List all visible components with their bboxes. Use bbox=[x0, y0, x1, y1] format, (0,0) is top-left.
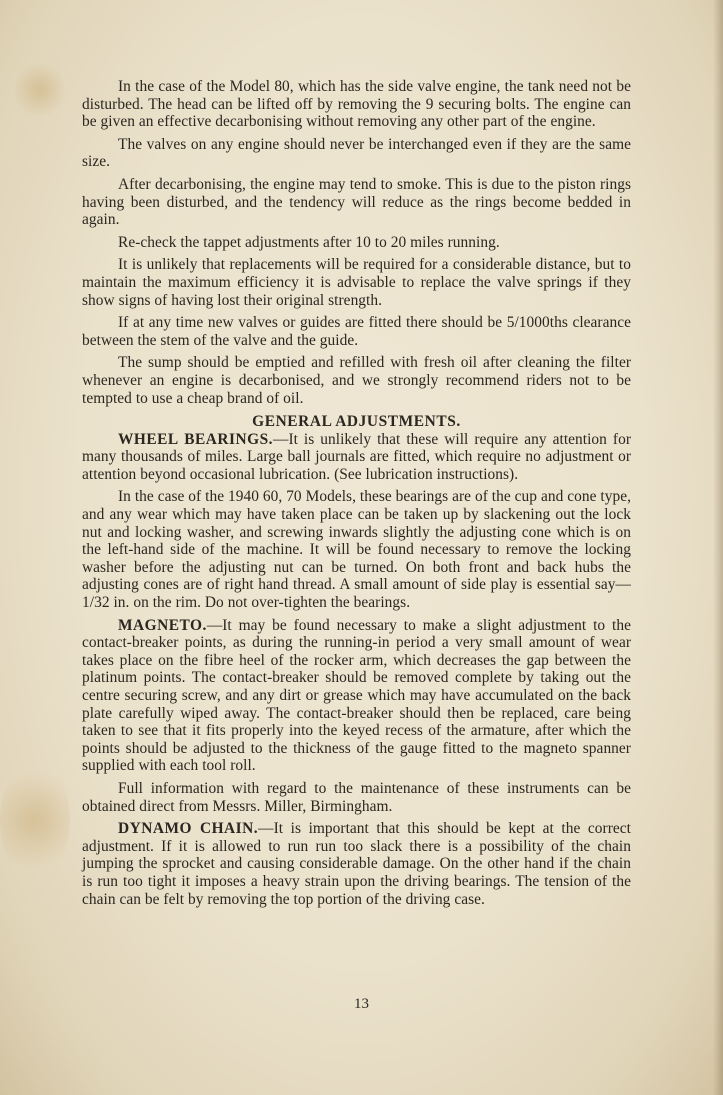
paragraph: The valves on any engine should never be interchanged even if they are the same size. bbox=[82, 135, 631, 171]
paragraph: It is unlikely that replacements will be required for a considerable distance, but to maintain the maximum efficiency it is advisable to replace the valve springs if they show signs of having lost their original strength. bbox=[82, 256, 631, 309]
page-number: 13 bbox=[354, 996, 369, 1012]
paper-stain bbox=[0, 760, 70, 880]
paragraph-text: —It is important that this should be kept at the correct adjustment. If it is allowed to run run too slack there is a possibility of the chain jumping the sprocket and causing considerable damage. On the other hand if the chain is run too tight it imposes a heavy strain upon the driving bearings. The tension of the chain can be felt by removing the top portion of the driving case. bbox=[82, 820, 631, 908]
paragraph: After decarbonising, the engine may tend to smoke. This is due to the piston rings having been disturbed, and the tendency will reduce as the rings become bedded in again. bbox=[82, 175, 631, 229]
section-heading: GENERAL ADJUSTMENTS. bbox=[252, 413, 461, 431]
paragraph-magneto bbox=[82, 617, 631, 775]
paragraph: In the case of the 1940 60, 70 Models, these bearings are of the cup and cone type, and any wear which may have taken place can be taken up by slackening out the lock nut and locking washer, and screwing inwards slightly the adjusting cone which is on the left-hand side of the machine. It will be found necessary to remove the locking washer before the adjusting nut can be turned. On both front and back hubs the adjusting cones are of right hand thread. A small amount of side play is essential say—1/32 in. on the rim. Do not over-tighten the bearings. bbox=[82, 488, 631, 612]
run-in-heading: WHEEL BEARINGS. bbox=[118, 430, 273, 448]
paragraph: The sump should be emptied and refilled with fresh oil after cleaning the filter whenever an engine is decarbonised, and we strongly recommend riders not to be tempted to use a cheap brand of oil. bbox=[82, 354, 631, 407]
body-text bbox=[82, 78, 631, 913]
paragraph-wheel-bearings bbox=[82, 431, 631, 484]
paragraph-text: —It is unlikely that these will require any attention for many thousands of miles. Large ball journals are fitted, which require no adjustment or attention beyond occasional lubrication. (See lubrication instructions). bbox=[82, 430, 631, 483]
run-in-heading: DYNAMO CHAIN. bbox=[118, 820, 259, 838]
run-in-heading: MAGNETO. bbox=[118, 616, 207, 634]
paragraph: If at any time new valves or guides are fitted there should be 5/1000ths clearance between the stem of the valve and the guide. bbox=[82, 314, 631, 349]
paper-stain bbox=[15, 60, 65, 120]
paragraph-dynamo-chain bbox=[82, 820, 631, 908]
paragraph: In the case of the Model 80, which has the side valve engine, the tank need not be disturbed. The head can be lifted off by removing the 9 securing bolts. The engine can be given an effective decarbonising without removing any other part of the engine. bbox=[82, 78, 631, 131]
paragraph: Re-check the tappet adjustments after 10 to 20 miles running. bbox=[118, 233, 500, 251]
paragraph: Full information with regard to the maintenance of these instruments can be obtained direct from Messrs. Miller, Birmingham. bbox=[82, 779, 631, 815]
paragraph-text: —It may be found necessary to make a slight adjustment to the contact-breaker points, as during the running-in period a very small amount of wear takes place on the fibre heel of the rocker arm, which decreases the gap between the platinum points. The contact-breaker should be removed complete by taking out the centre securing screw, and any dirt or grease which may have accumulated on the back plate carefully wiped away. The contact-breaker should then be replaced, care being taken to see that it fits properly into the keyed recess of the armature, after which the points should be adjusted to the thickness of the gauge fitted to the magneto spanner supplied with each tool roll. bbox=[82, 616, 631, 775]
